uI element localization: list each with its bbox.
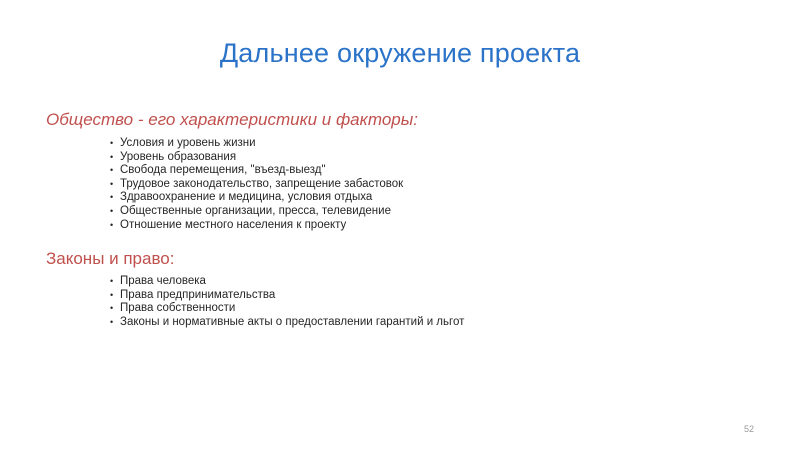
list-item — [110, 164, 403, 178]
list-item — [110, 289, 464, 303]
list-item-text: Отношение местного населения к проекту — [120, 218, 347, 231]
page-number: 52 — [743, 424, 754, 434]
bullet-icon: • — [110, 138, 114, 148]
section-heading-law: Законы и право: — [46, 249, 175, 268]
bullet-icon: • — [110, 192, 114, 203]
list-item — [110, 137, 403, 151]
bullet-list-society — [110, 137, 403, 232]
list-item — [110, 191, 403, 205]
list-item — [110, 275, 464, 289]
bullet-icon: • — [110, 219, 114, 230]
list-item — [110, 205, 403, 219]
list-item — [110, 151, 403, 165]
list-item-text: Свобода перемещения, "въезд-выезд" — [120, 164, 326, 177]
list-item — [110, 178, 403, 192]
list-item-text: Права предпринимательства — [120, 288, 276, 301]
list-item-text: Права собственности — [120, 302, 236, 315]
bullet-icon: • — [110, 289, 114, 300]
list-item-text: Права человека — [120, 275, 206, 287]
bullet-icon: • — [110, 151, 114, 162]
bullet-icon: • — [110, 165, 114, 176]
bullet-icon: • — [110, 303, 114, 314]
list-item — [110, 302, 464, 316]
list-item-text: Уровень образования — [120, 150, 237, 163]
section-heading-society: Общество - его характеристики и факторы: — [46, 110, 418, 129]
bullet-icon: • — [110, 178, 114, 189]
bullet-icon: • — [110, 205, 114, 216]
list-item-text: Условия и уровень жизни — [120, 137, 256, 149]
list-item-text: Трудовое законодательство, запрещение забастовок — [120, 177, 404, 190]
list-item — [110, 316, 464, 330]
bullet-icon: • — [110, 316, 114, 327]
bullet-icon: • — [110, 276, 114, 286]
list-item — [110, 219, 403, 233]
list-item-text: Законы и нормативные акты о предоставлении гарантий и льгот — [120, 315, 465, 328]
list-item-text: Здравоохранение и медицина, условия отдыха — [120, 191, 373, 204]
list-item-text: Общественные организации, пресса, телевидение — [120, 204, 391, 217]
bullet-list-law — [110, 275, 464, 329]
slide-title: Дальнее окружение проекта — [219, 38, 581, 68]
